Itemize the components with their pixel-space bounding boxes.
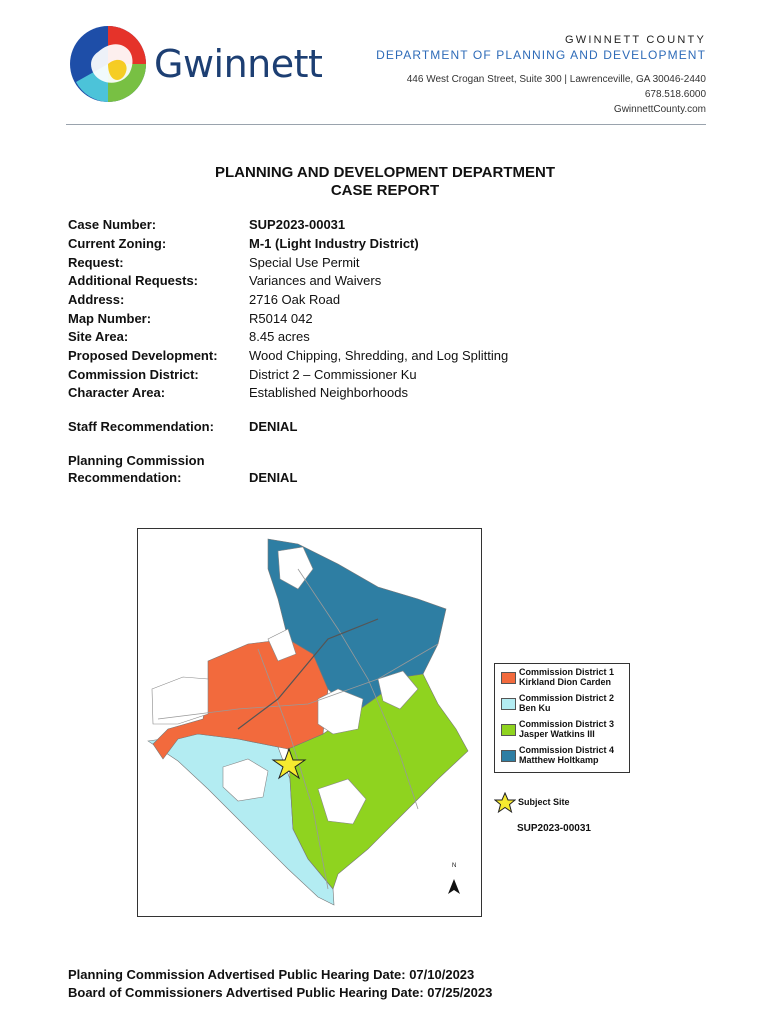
field-value: M-1 (Light Industry District): [249, 236, 419, 251]
city-area: [152, 677, 208, 724]
hearing-dates: [68, 966, 492, 1002]
legend-commissioner: Ben Ku: [519, 703, 551, 713]
field-value: SUP2023-00031: [249, 217, 346, 232]
report-title: [0, 164, 770, 200]
legend-text: [519, 667, 614, 687]
legend-district: Commission District 3: [519, 719, 615, 729]
field-label: Character Area:: [68, 385, 166, 400]
pc-hearing-date: Planning Commission Advertised Public Hearing Date: 07/10/2023: [68, 967, 475, 982]
north-arrow-icon: [448, 879, 460, 894]
district-map-graphic: [138, 529, 481, 916]
legend-district: Commission District 4: [519, 745, 615, 755]
field-label: Case Number:: [68, 217, 157, 232]
pc-recommendation-label-1: Planning Commission: [68, 453, 205, 468]
staff-recommendation-label: Staff Recommendation:: [68, 419, 214, 434]
legend-commissioner: Kirkland Dion Carden: [519, 677, 612, 687]
district-map: [137, 528, 482, 917]
legend-text: [519, 719, 614, 739]
boc-hearing-date: Board of Commissioners Advertised Public Hearing Date: 07/25/2023: [68, 985, 493, 1000]
logo-wordmark: Gwinnett: [154, 42, 323, 86]
legend-district: Commission District 1: [519, 667, 615, 677]
field-label: Current Zoning:: [68, 236, 167, 251]
report-title-line1: PLANNING AND DEVELOPMENT DEPARTMENT: [214, 164, 555, 181]
county-name: GWINNETT COUNTY: [565, 34, 706, 46]
legend-commissioner: Jasper Watkins III: [519, 729, 595, 739]
field-label: Commission District:: [68, 367, 199, 382]
north-label: N: [452, 863, 457, 869]
field-value: R5014 042: [249, 311, 313, 326]
field-value: 2716 Oak Road: [249, 292, 341, 307]
website: GwinnettCounty.com: [613, 104, 706, 115]
map-legend: [494, 663, 630, 773]
field-value: 8.45 acres: [249, 329, 310, 344]
staff-recommendation-value: DENIAL: [249, 419, 298, 434]
department-name: DEPARTMENT OF PLANNING AND DEVELOPMENT: [376, 48, 706, 62]
field-value: Established Neighborhoods: [249, 385, 408, 400]
field-label: Additional Requests:: [68, 273, 199, 288]
department-header: [376, 34, 706, 117]
star-icon: [494, 792, 516, 814]
street-address: 446 West Crogan Street, Suite 300 | Lawrenceville, GA 30046-2440: [406, 74, 706, 85]
field-value: Special Use Permit: [249, 255, 360, 270]
field-label: Map Number:: [68, 311, 152, 326]
field-label: Request:: [68, 255, 124, 270]
subject-site-label: Subject Site: [518, 797, 570, 807]
field-label: Site Area:: [68, 329, 129, 344]
legend-swatch: [501, 750, 516, 762]
legend-swatch: [501, 672, 516, 684]
field-value: Variances and Waivers: [249, 273, 382, 288]
legend-text: [519, 745, 614, 765]
gwinnett-logo-icon: [68, 24, 152, 108]
subject-site-legend: [494, 792, 634, 814]
pc-recommendation-label-2: Recommendation:: [68, 470, 182, 485]
legend-swatch: [501, 698, 516, 710]
contact-block: [376, 72, 706, 117]
field-value: Wood Chipping, Shredding, and Log Splitting: [249, 348, 509, 363]
gwinnett-logo: [68, 24, 323, 108]
pc-recommendation-value: DENIAL: [249, 470, 298, 485]
legend-swatch: [501, 724, 516, 736]
legend-district: Commission District 2: [519, 693, 615, 703]
map-case-label: SUP2023-00031: [517, 823, 591, 834]
field-value: District 2 – Commissioner Ku: [249, 367, 417, 382]
field-label: Proposed Development:: [68, 348, 218, 363]
report-title-line2: CASE REPORT: [330, 182, 440, 199]
header-divider: [66, 124, 706, 125]
field-label: Address:: [68, 292, 125, 307]
phone-number: 678.518.6000: [644, 89, 706, 100]
legend-commissioner: Matthew Holtkamp: [519, 755, 599, 765]
legend-text: [519, 693, 614, 713]
